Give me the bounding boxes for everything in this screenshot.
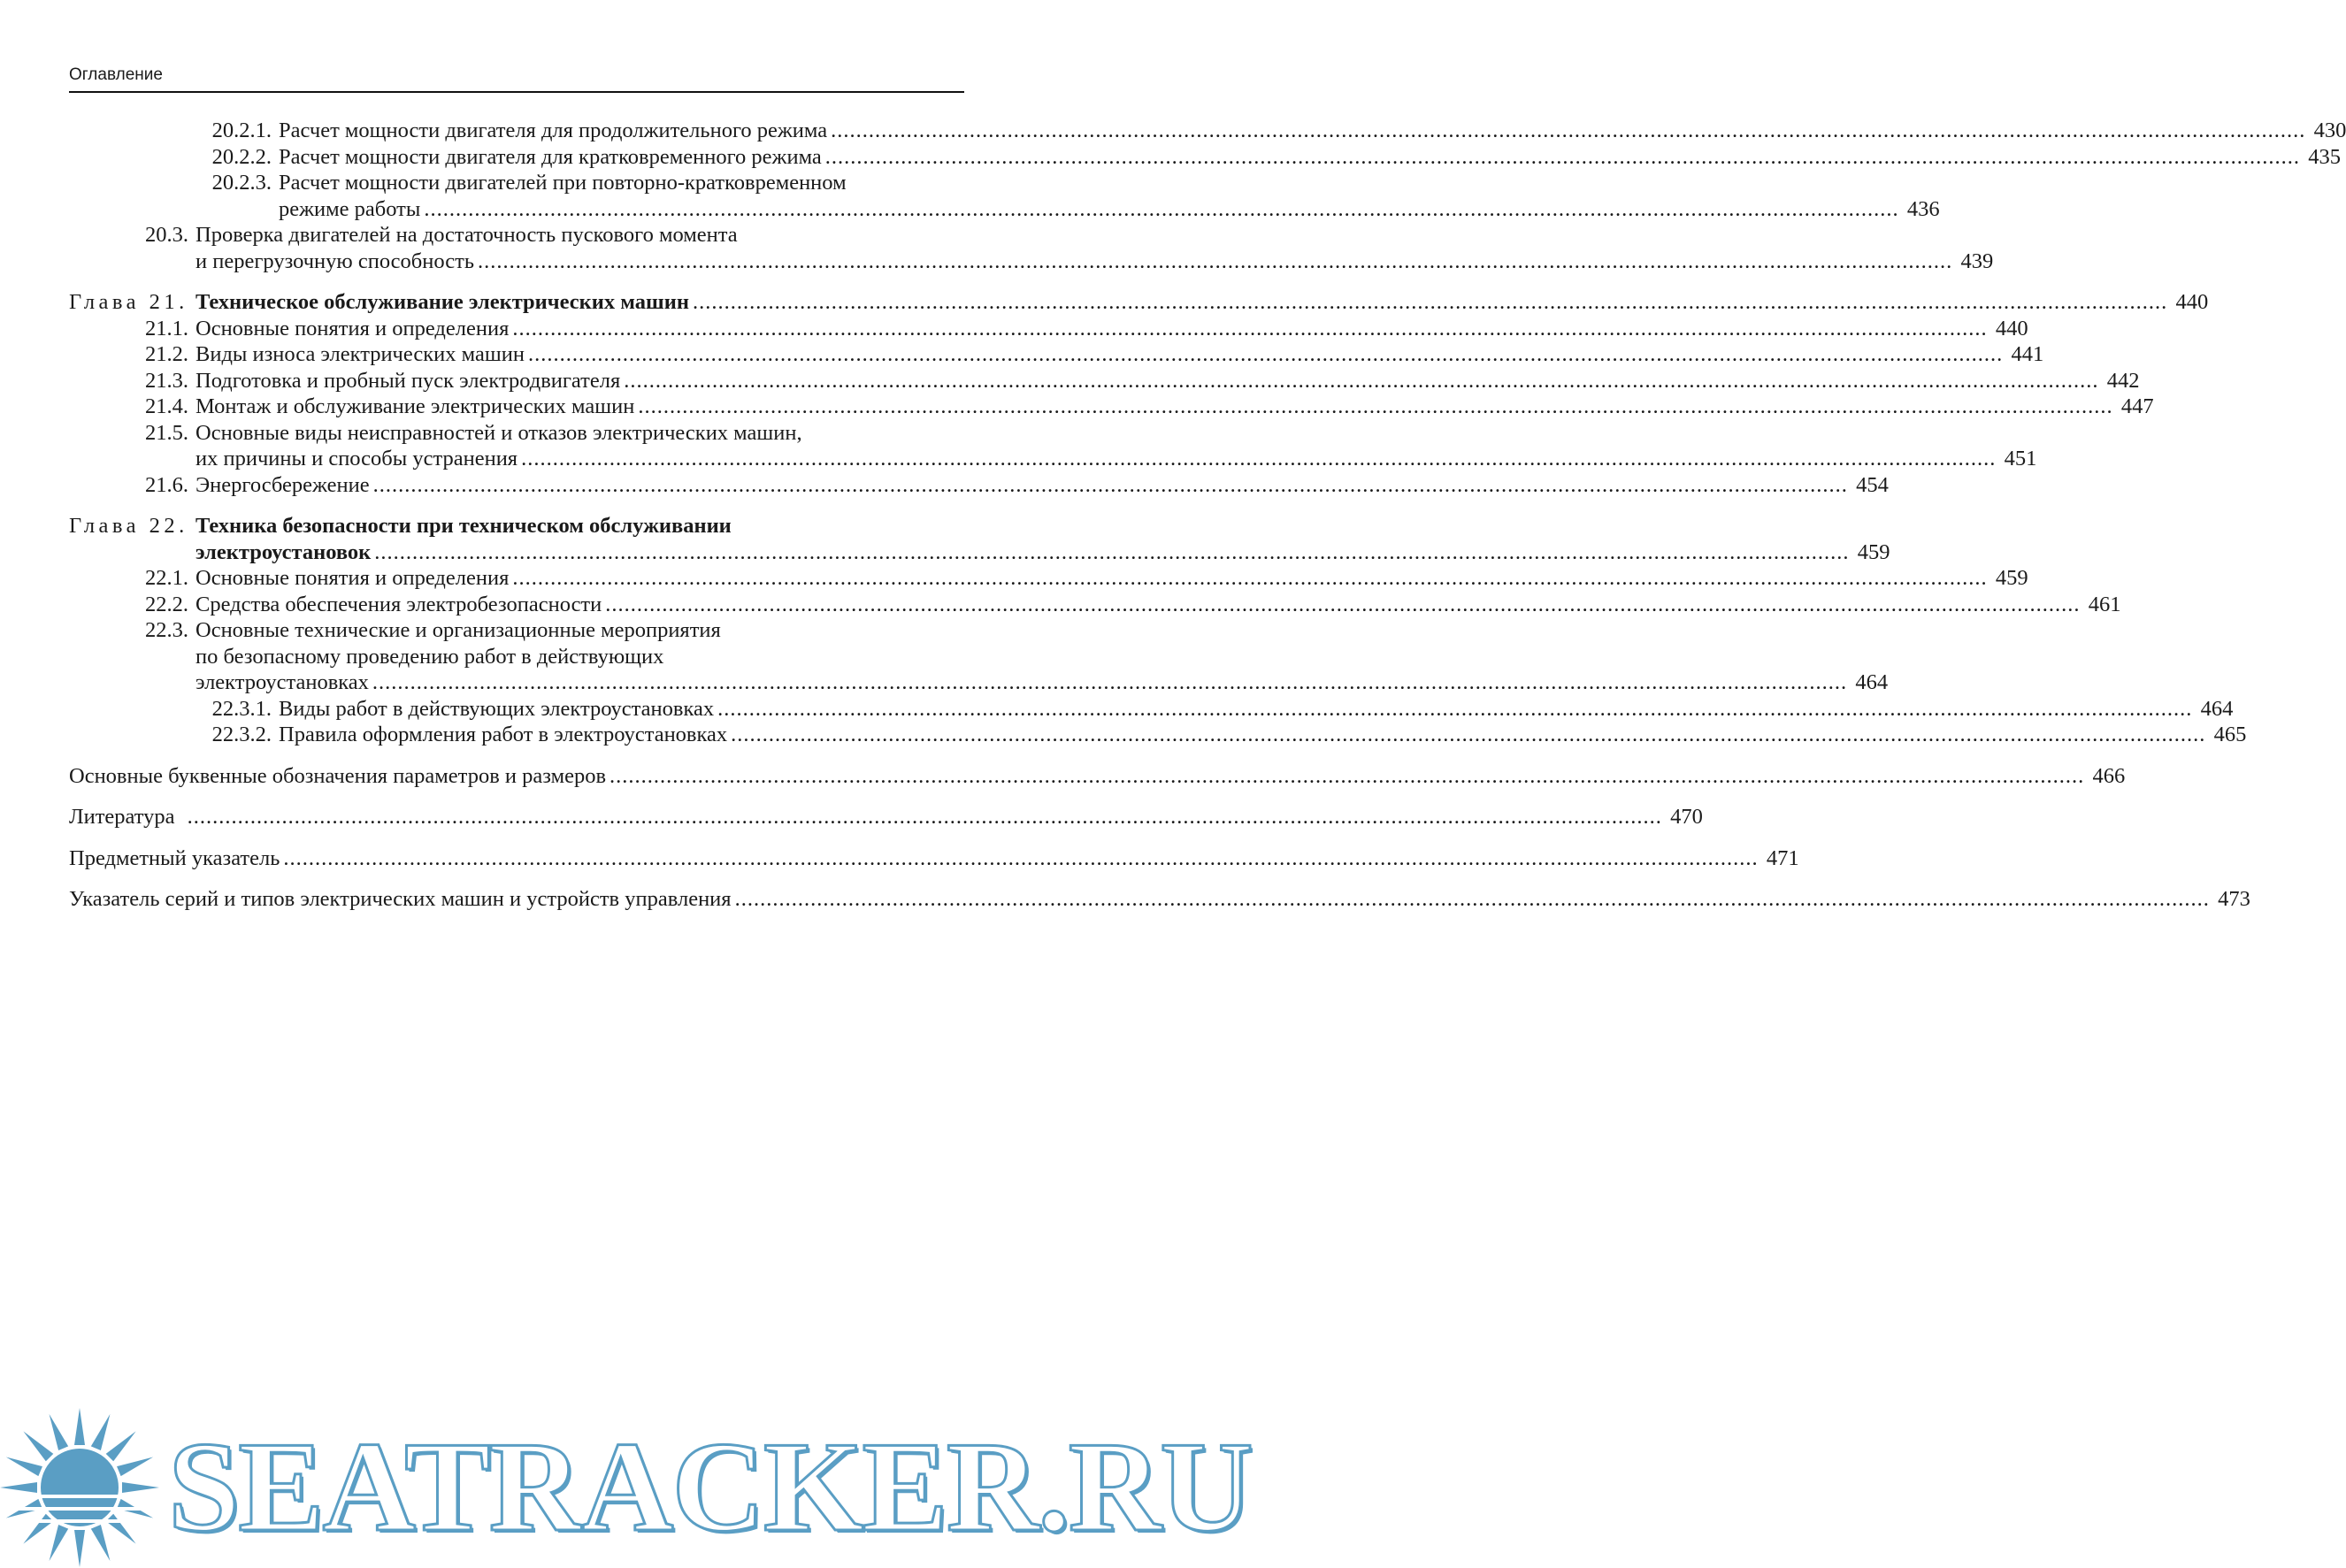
dot-leader <box>605 592 2080 618</box>
toc-entry-title: Предметный указатель <box>69 845 280 870</box>
toc-entry-title: Виды износа электрических машин <box>196 342 525 366</box>
dot-leader <box>424 196 1898 223</box>
chapter-label: Глава 22. <box>69 514 188 538</box>
toc-chapter[interactable] <box>69 513 1019 539</box>
dot-leader <box>717 696 2192 723</box>
toc-entry-title: Расчет мощности двигателей при повторно-кратковременном <box>279 171 847 195</box>
toc-entry-page: 461 <box>2088 592 2121 616</box>
toc-entry-number: 21.4. <box>145 394 188 418</box>
toc-chapter[interactable] <box>69 289 2209 316</box>
toc-entry-page: 436 <box>1906 196 1940 221</box>
toc-entry-page: 465 <box>2213 723 2247 746</box>
toc-entry[interactable] <box>69 696 2234 723</box>
toc-entry[interactable] <box>69 144 2342 171</box>
dot-leader <box>512 565 1987 592</box>
toc-entry-number: 20.2.2. <box>211 144 272 169</box>
dot-leader <box>825 144 2300 171</box>
toc-entry-number: 20.2.3. <box>211 171 272 195</box>
chapter-label: Глава 21. <box>69 290 188 314</box>
dot-leader <box>372 669 1847 696</box>
dot-leader <box>624 368 2098 394</box>
watermark-text: SEATRACKER.RU <box>168 1415 1252 1558</box>
toc-entry-title: Указатель серий и типов электрических машин и устройств управления <box>69 887 732 911</box>
header-rule <box>69 91 964 93</box>
dot-leader <box>693 289 2167 316</box>
toc-entry-title: Виды работ в действующих электроустановках <box>279 696 715 721</box>
toc-entry-page: 464 <box>1855 670 1889 694</box>
toc-entry-page: 464 <box>2200 696 2234 721</box>
toc-entry-number: 21.6. <box>145 472 188 497</box>
toc-entry-title: Расчет мощности двигателя для продолжительного режима <box>279 119 828 142</box>
toc-entry-number: 22.1. <box>145 566 188 590</box>
toc-entry-page: 441 <box>2011 342 2044 366</box>
dot-leader <box>731 722 2205 748</box>
dot-leader <box>512 316 1987 342</box>
toc-entry-page: 442 <box>2106 368 2140 393</box>
toc-entry-page: 440 <box>1995 316 2028 340</box>
toc-entry-continuation[interactable] <box>69 644 1019 670</box>
dot-leader <box>735 886 2210 913</box>
toc-entry-page: 430 <box>2313 119 2346 142</box>
toc-entry-title: Правила оформления работ в электроустановках <box>279 723 728 746</box>
toc-entry[interactable] <box>69 722 2247 748</box>
toc-chapter-continuation[interactable] <box>69 539 1890 566</box>
toc-entry[interactable] <box>69 617 1019 644</box>
toc-entry-page: 459 <box>1995 566 2028 590</box>
toc-entry-title: и перегрузочную способность <box>196 249 474 273</box>
toc-entry-page: 459 <box>1857 539 1890 564</box>
toc-entry-page: 471 <box>1766 845 1799 870</box>
toc-entry[interactable] <box>69 222 1019 249</box>
toc-entry-title: Основные буквенные обозначения параметров и размеров <box>69 763 607 788</box>
dot-leader <box>638 394 2112 420</box>
dot-leader <box>188 804 1662 830</box>
toc-entry[interactable] <box>69 118 2346 144</box>
toc-entry[interactable] <box>69 420 1019 447</box>
toc-entry-number: 21.2. <box>145 342 188 366</box>
toc-entry-title: Основные понятия и определения <box>196 566 510 590</box>
toc-entry-page: 435 <box>2308 144 2342 169</box>
toc-entry[interactable] <box>69 316 2028 342</box>
toc-entry-page: 440 <box>2175 290 2209 314</box>
toc-entry-title: Основные технические и организационные мероприятия <box>196 618 721 642</box>
toc-entry[interactable] <box>69 341 2044 368</box>
toc-entry-title: Основные виды неисправностей и отказов электрических машин, <box>196 420 802 445</box>
toc-top-entry[interactable] <box>69 804 1703 830</box>
toc-entry-title: Энергосбережение <box>196 472 370 497</box>
table-of-contents <box>69 118 2346 913</box>
toc-entry-title: Расчет мощности двигателя для кратковременного режима <box>279 144 822 169</box>
toc-entry-number: 20.3. <box>145 223 188 247</box>
toc-entry-continuation[interactable] <box>69 669 1889 696</box>
toc-top-entry[interactable] <box>69 763 2126 790</box>
toc-entry[interactable] <box>69 565 2028 592</box>
dot-leader <box>374 539 1849 566</box>
toc-entry-title: Средства обеспечения электробезопасности <box>196 592 602 616</box>
toc-entry-page: 447 <box>2120 394 2154 418</box>
toc-entry-title: Основные понятия и определения <box>196 316 510 340</box>
toc-entry[interactable] <box>69 368 2140 394</box>
toc-top-entry[interactable] <box>69 886 2250 913</box>
dot-leader <box>283 845 1758 872</box>
toc-entry-page: 466 <box>2092 763 2126 788</box>
chapter-title: электроустановок <box>196 539 372 564</box>
toc-entry-page: 454 <box>1856 472 1889 497</box>
toc-entry[interactable] <box>69 472 1889 499</box>
toc-entry-title: Проверка двигателей на достаточность пускового момента <box>196 223 738 247</box>
dot-leader <box>373 472 1848 499</box>
toc-entry-title: по безопасному проведению работ в действующих <box>196 644 664 669</box>
dot-leader <box>521 446 1996 472</box>
toc-entry-continuation[interactable] <box>69 249 1994 275</box>
toc-entry-number: 21.5. <box>145 420 188 445</box>
chapter-title: Техническое обслуживание электрических машин <box>196 290 689 314</box>
toc-entry-continuation[interactable] <box>69 196 1940 223</box>
toc-entry-number: 21.1. <box>145 316 188 340</box>
toc-entry-page: 451 <box>2004 447 2037 470</box>
toc-entry-number: 22.2. <box>145 592 188 616</box>
toc-entry-number: 22.3. <box>145 618 188 642</box>
toc-entry-page: 439 <box>1960 249 1994 273</box>
dot-leader <box>831 118 2305 144</box>
dot-leader <box>528 341 2003 368</box>
toc-top-entry[interactable] <box>69 845 1799 872</box>
toc-entry-page: 470 <box>1670 805 1703 829</box>
chapter-title: Техника безопасности при техническом обслуживании <box>196 514 732 538</box>
toc-entry-title: их причины и способы устранения <box>196 447 518 470</box>
toc-entry-number: 22.3.1. <box>211 696 272 721</box>
toc-entry-page: 473 <box>2218 887 2250 911</box>
dot-leader <box>478 249 1952 275</box>
dot-leader <box>610 763 2084 790</box>
toc-entry-number: 22.3.2. <box>211 723 272 746</box>
toc-entry-number: 20.2.1. <box>211 119 272 142</box>
toc-entry-title: Подготовка и пробный пуск электродвигателя <box>196 368 621 393</box>
toc-entry[interactable] <box>69 170 1019 196</box>
running-header: Оглавление <box>69 65 163 84</box>
toc-entry-continuation[interactable] <box>69 446 2037 472</box>
toc-entry[interactable] <box>69 394 2154 420</box>
toc-entry-number: 21.3. <box>145 368 188 393</box>
toc-entry[interactable] <box>69 592 2121 618</box>
toc-entry-title: электроустановках <box>196 670 369 694</box>
toc-entry-title: режиме работы <box>279 196 421 221</box>
toc-entry-title: Литература <box>69 805 175 829</box>
toc-entry-title: Монтаж и обслуживание электрических машин <box>196 394 635 418</box>
